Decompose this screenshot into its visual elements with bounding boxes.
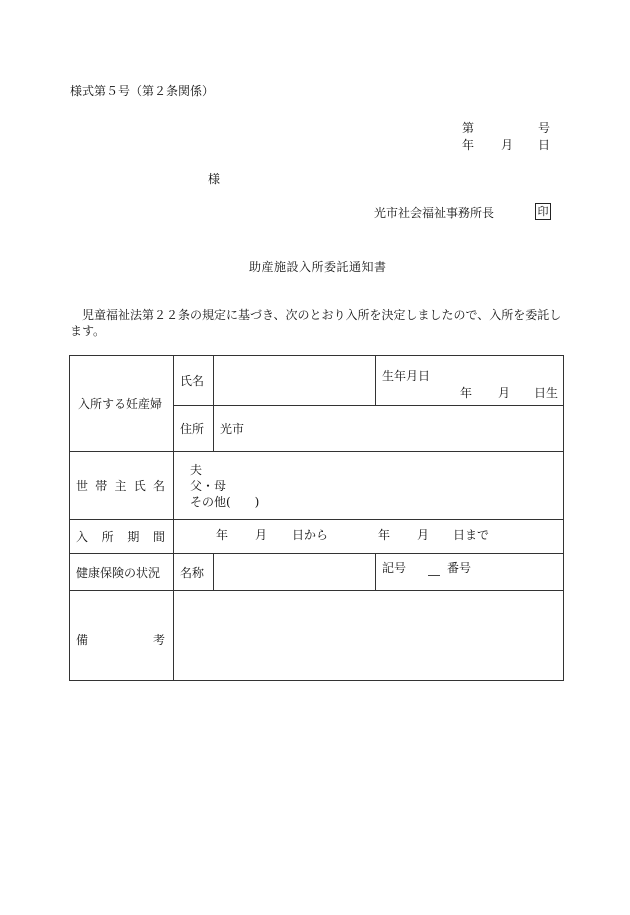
period-char: 所 — [101, 530, 114, 544]
to-year-label: 年 — [378, 528, 391, 542]
period-label — [70, 520, 174, 554]
householder-field[interactable] — [174, 452, 564, 520]
from-month-label: 月 — [255, 528, 268, 542]
address-label: 住所 — [174, 406, 214, 452]
to-day-label: 日まで — [453, 528, 490, 542]
symbol-label: 記号 — [382, 561, 407, 575]
remarks-char: 備 — [76, 633, 89, 647]
table-row — [70, 452, 564, 520]
birth-month-label: 月 — [498, 386, 511, 400]
address-value: 光市 — [220, 422, 245, 436]
from-day-label: 日から — [292, 528, 329, 542]
date-year-label: 年 — [462, 138, 475, 152]
symbol-number-separator: ― — [428, 568, 440, 582]
relation-husband: 夫 — [190, 462, 203, 477]
period-char: 間 — [152, 530, 165, 544]
doc-number-prefix: 第 — [462, 121, 475, 135]
doc-number-suffix: 号 — [538, 121, 551, 135]
date-month-label: 月 — [501, 138, 514, 152]
to-month-label: 月 — [417, 528, 430, 542]
date-day-label: 日 — [538, 138, 551, 152]
name-field[interactable] — [214, 356, 376, 406]
patient-label: 入所する妊産婦 — [70, 356, 174, 452]
birthdate-field[interactable] — [376, 356, 564, 406]
birth-day-label: 日生 — [534, 386, 559, 400]
table-row — [70, 520, 564, 554]
period-char: 入 — [76, 530, 89, 544]
birthdate-label: 生年月日 — [382, 369, 431, 383]
birth-year-label: 年 — [460, 386, 473, 400]
householder-char: 主 — [114, 479, 127, 493]
table-row — [70, 591, 564, 681]
document-title: 助産施設入所委託通知書 — [249, 260, 387, 274]
form-number: 様式第５号（第２条関係） — [70, 84, 215, 98]
remarks-label — [70, 591, 174, 681]
table-row — [70, 554, 564, 591]
from-year-label: 年 — [216, 528, 229, 542]
householder-char: 世 — [76, 479, 89, 493]
householder-char: 帯 — [95, 479, 108, 493]
insurance-name-field[interactable] — [214, 554, 376, 591]
body-text: 児童福祉法第２２条の規定に基づき、次のとおり入所を決定しましたので、入所を委託します。 — [70, 308, 562, 338]
seal-mark: 印 — [535, 203, 551, 220]
period-char: 期 — [127, 530, 140, 544]
remarks-field[interactable] — [174, 591, 564, 681]
name-label: 氏名 — [174, 356, 214, 406]
table-row — [70, 356, 564, 406]
issuer-name: 光市社会福祉事務所長 — [374, 206, 495, 220]
period-field[interactable] — [174, 520, 564, 554]
insurance-name-label: 名称 — [174, 554, 214, 591]
householder-char: 氏 — [133, 479, 146, 493]
number-label: 番号 — [447, 561, 472, 575]
relation-other: その他( ) — [190, 494, 260, 509]
remarks-char: 考 — [152, 633, 165, 647]
notice-form-table — [69, 355, 564, 681]
insurance-label: 健康保険の状況 — [70, 554, 174, 591]
householder-char: 名 — [152, 479, 165, 493]
insurance-number-field[interactable] — [376, 554, 564, 591]
address-field[interactable] — [214, 406, 564, 452]
householder-label — [70, 452, 174, 520]
relation-parent: 父・母 — [190, 478, 227, 493]
recipient-suffix: 様 — [208, 172, 221, 186]
